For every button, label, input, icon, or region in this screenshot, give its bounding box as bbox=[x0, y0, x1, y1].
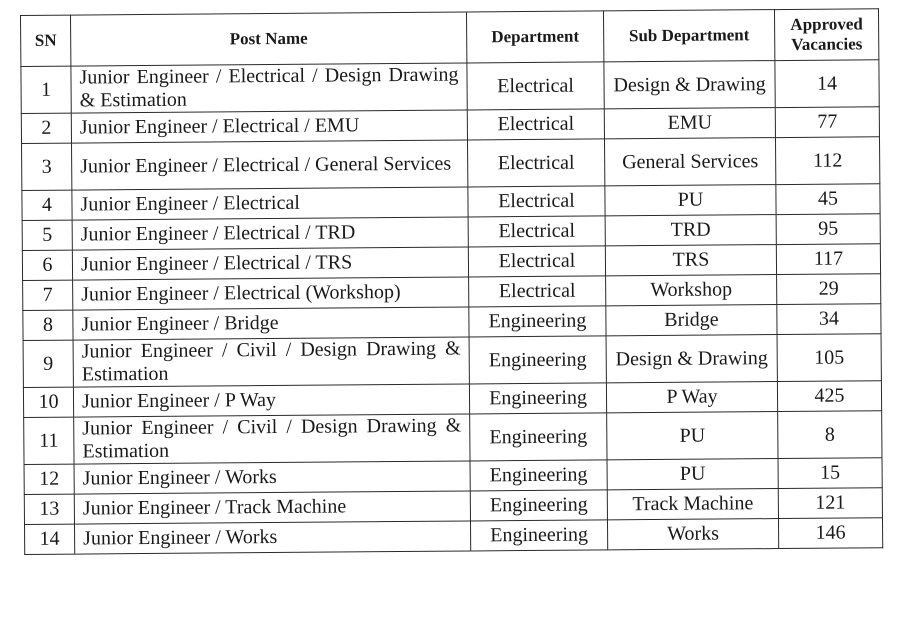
cell-vacancies: 14 bbox=[775, 60, 879, 108]
cell-post-name: Junior Engineer / Civil / Design Drawing & Estimation bbox=[73, 337, 469, 387]
cell-post-name: Junior Engineer / Electrical bbox=[72, 187, 468, 220]
cell-vacancies: 121 bbox=[778, 488, 882, 519]
cell-vacancies: 34 bbox=[777, 304, 881, 335]
cell-vacancies: 117 bbox=[776, 244, 880, 275]
cell-post-name: Junior Engineer / Civil / Design Drawing & Estimation bbox=[74, 414, 470, 464]
cell-vacancies: 77 bbox=[775, 107, 879, 138]
cell-vacancies: 15 bbox=[778, 458, 882, 489]
cell-sn: 8 bbox=[23, 310, 73, 340]
cell-vacancies: 105 bbox=[777, 334, 881, 382]
cell-department: Electrical bbox=[468, 216, 605, 247]
cell-vacancies: 425 bbox=[777, 381, 881, 412]
table-row bbox=[23, 334, 881, 388]
cell-sn: 13 bbox=[24, 494, 74, 524]
cell-post-name: Junior Engineer / Works bbox=[75, 521, 471, 554]
cell-department: Electrical bbox=[469, 276, 606, 307]
vacancies-table bbox=[20, 8, 883, 555]
cell-sn: 7 bbox=[23, 280, 73, 310]
cell-department: Electrical bbox=[468, 246, 605, 277]
header-approved-vacancies: Approved Vacancies bbox=[774, 9, 878, 61]
cell-sub-department: TRS bbox=[605, 245, 776, 276]
cell-post-name: Junior Engineer / Electrical / General Services bbox=[72, 140, 468, 190]
cell-sub-department: Bridge bbox=[606, 305, 777, 336]
cell-sn: 4 bbox=[22, 190, 72, 220]
cell-sn: 14 bbox=[25, 524, 75, 554]
cell-sn: 12 bbox=[24, 464, 74, 494]
cell-department: Engineering bbox=[470, 413, 607, 461]
cell-sn: 11 bbox=[24, 417, 74, 464]
cell-post-name: Junior Engineer / Electrical / EMU bbox=[71, 110, 467, 143]
cell-vacancies: 8 bbox=[778, 411, 882, 459]
table-row bbox=[24, 411, 882, 465]
cell-sub-department: Works bbox=[607, 519, 778, 550]
cell-vacancies: 45 bbox=[776, 184, 880, 215]
cell-post-name: Junior Engineer / Electrical / TRS bbox=[72, 247, 468, 280]
table-row bbox=[22, 137, 880, 191]
cell-department: Engineering bbox=[469, 306, 606, 337]
cell-department: Electrical bbox=[467, 139, 604, 187]
cell-sub-department: PU bbox=[605, 185, 776, 216]
cell-sub-department: P Way bbox=[606, 382, 777, 413]
header-row bbox=[21, 9, 879, 67]
cell-post-name: Junior Engineer / Track Machine bbox=[74, 491, 470, 524]
cell-sn: 2 bbox=[21, 113, 71, 143]
cell-post-name: Junior Engineer / Works bbox=[74, 461, 470, 494]
cell-sub-department: PU bbox=[607, 412, 778, 460]
cell-post-name: Junior Engineer / Bridge bbox=[73, 307, 469, 340]
cell-department: Engineering bbox=[470, 490, 607, 521]
cell-vacancies: 112 bbox=[775, 137, 879, 185]
cell-sub-department: Design & Drawing bbox=[604, 61, 775, 109]
cell-post-name: Junior Engineer / P Way bbox=[73, 384, 469, 417]
header-department: Department bbox=[466, 11, 603, 63]
cell-sn: 9 bbox=[23, 340, 73, 387]
cell-sub-department: PU bbox=[607, 459, 778, 490]
cell-sn: 3 bbox=[22, 143, 72, 190]
cell-department: Engineering bbox=[469, 383, 606, 414]
cell-sub-department: General Services bbox=[604, 138, 775, 186]
cell-post-name: Junior Engineer / Electrical / Design Drawing & Estimation bbox=[71, 63, 467, 113]
cell-department: Engineering bbox=[470, 460, 607, 491]
cell-department: Engineering bbox=[469, 336, 606, 384]
cell-sub-department: TRD bbox=[605, 215, 776, 246]
header-sub-department: Sub Department bbox=[603, 10, 774, 62]
cell-sub-department: Track Machine bbox=[607, 489, 778, 520]
cell-vacancies: 29 bbox=[777, 274, 881, 305]
cell-sub-department: EMU bbox=[604, 108, 775, 139]
cell-post-name: Junior Engineer / Electrical (Workshop) bbox=[73, 277, 469, 310]
cell-sub-department: Design & Drawing bbox=[606, 335, 777, 383]
cell-department: Electrical bbox=[467, 109, 604, 140]
cell-department: Electrical bbox=[467, 62, 604, 110]
cell-vacancies: 95 bbox=[776, 214, 880, 245]
header-post-name: Post Name bbox=[71, 12, 467, 66]
cell-sn: 6 bbox=[22, 250, 72, 280]
cell-sn: 1 bbox=[21, 66, 71, 113]
header-sn: SN bbox=[21, 15, 71, 66]
table-row bbox=[25, 518, 883, 555]
cell-vacancies: 146 bbox=[778, 518, 882, 549]
cell-post-name: Junior Engineer / Electrical / TRD bbox=[72, 217, 468, 250]
table-row bbox=[21, 60, 879, 114]
cell-sn: 10 bbox=[23, 387, 73, 417]
cell-department: Electrical bbox=[468, 186, 605, 217]
cell-sub-department: Workshop bbox=[606, 275, 777, 306]
cell-department: Engineering bbox=[470, 520, 607, 551]
cell-sn: 5 bbox=[22, 220, 72, 250]
